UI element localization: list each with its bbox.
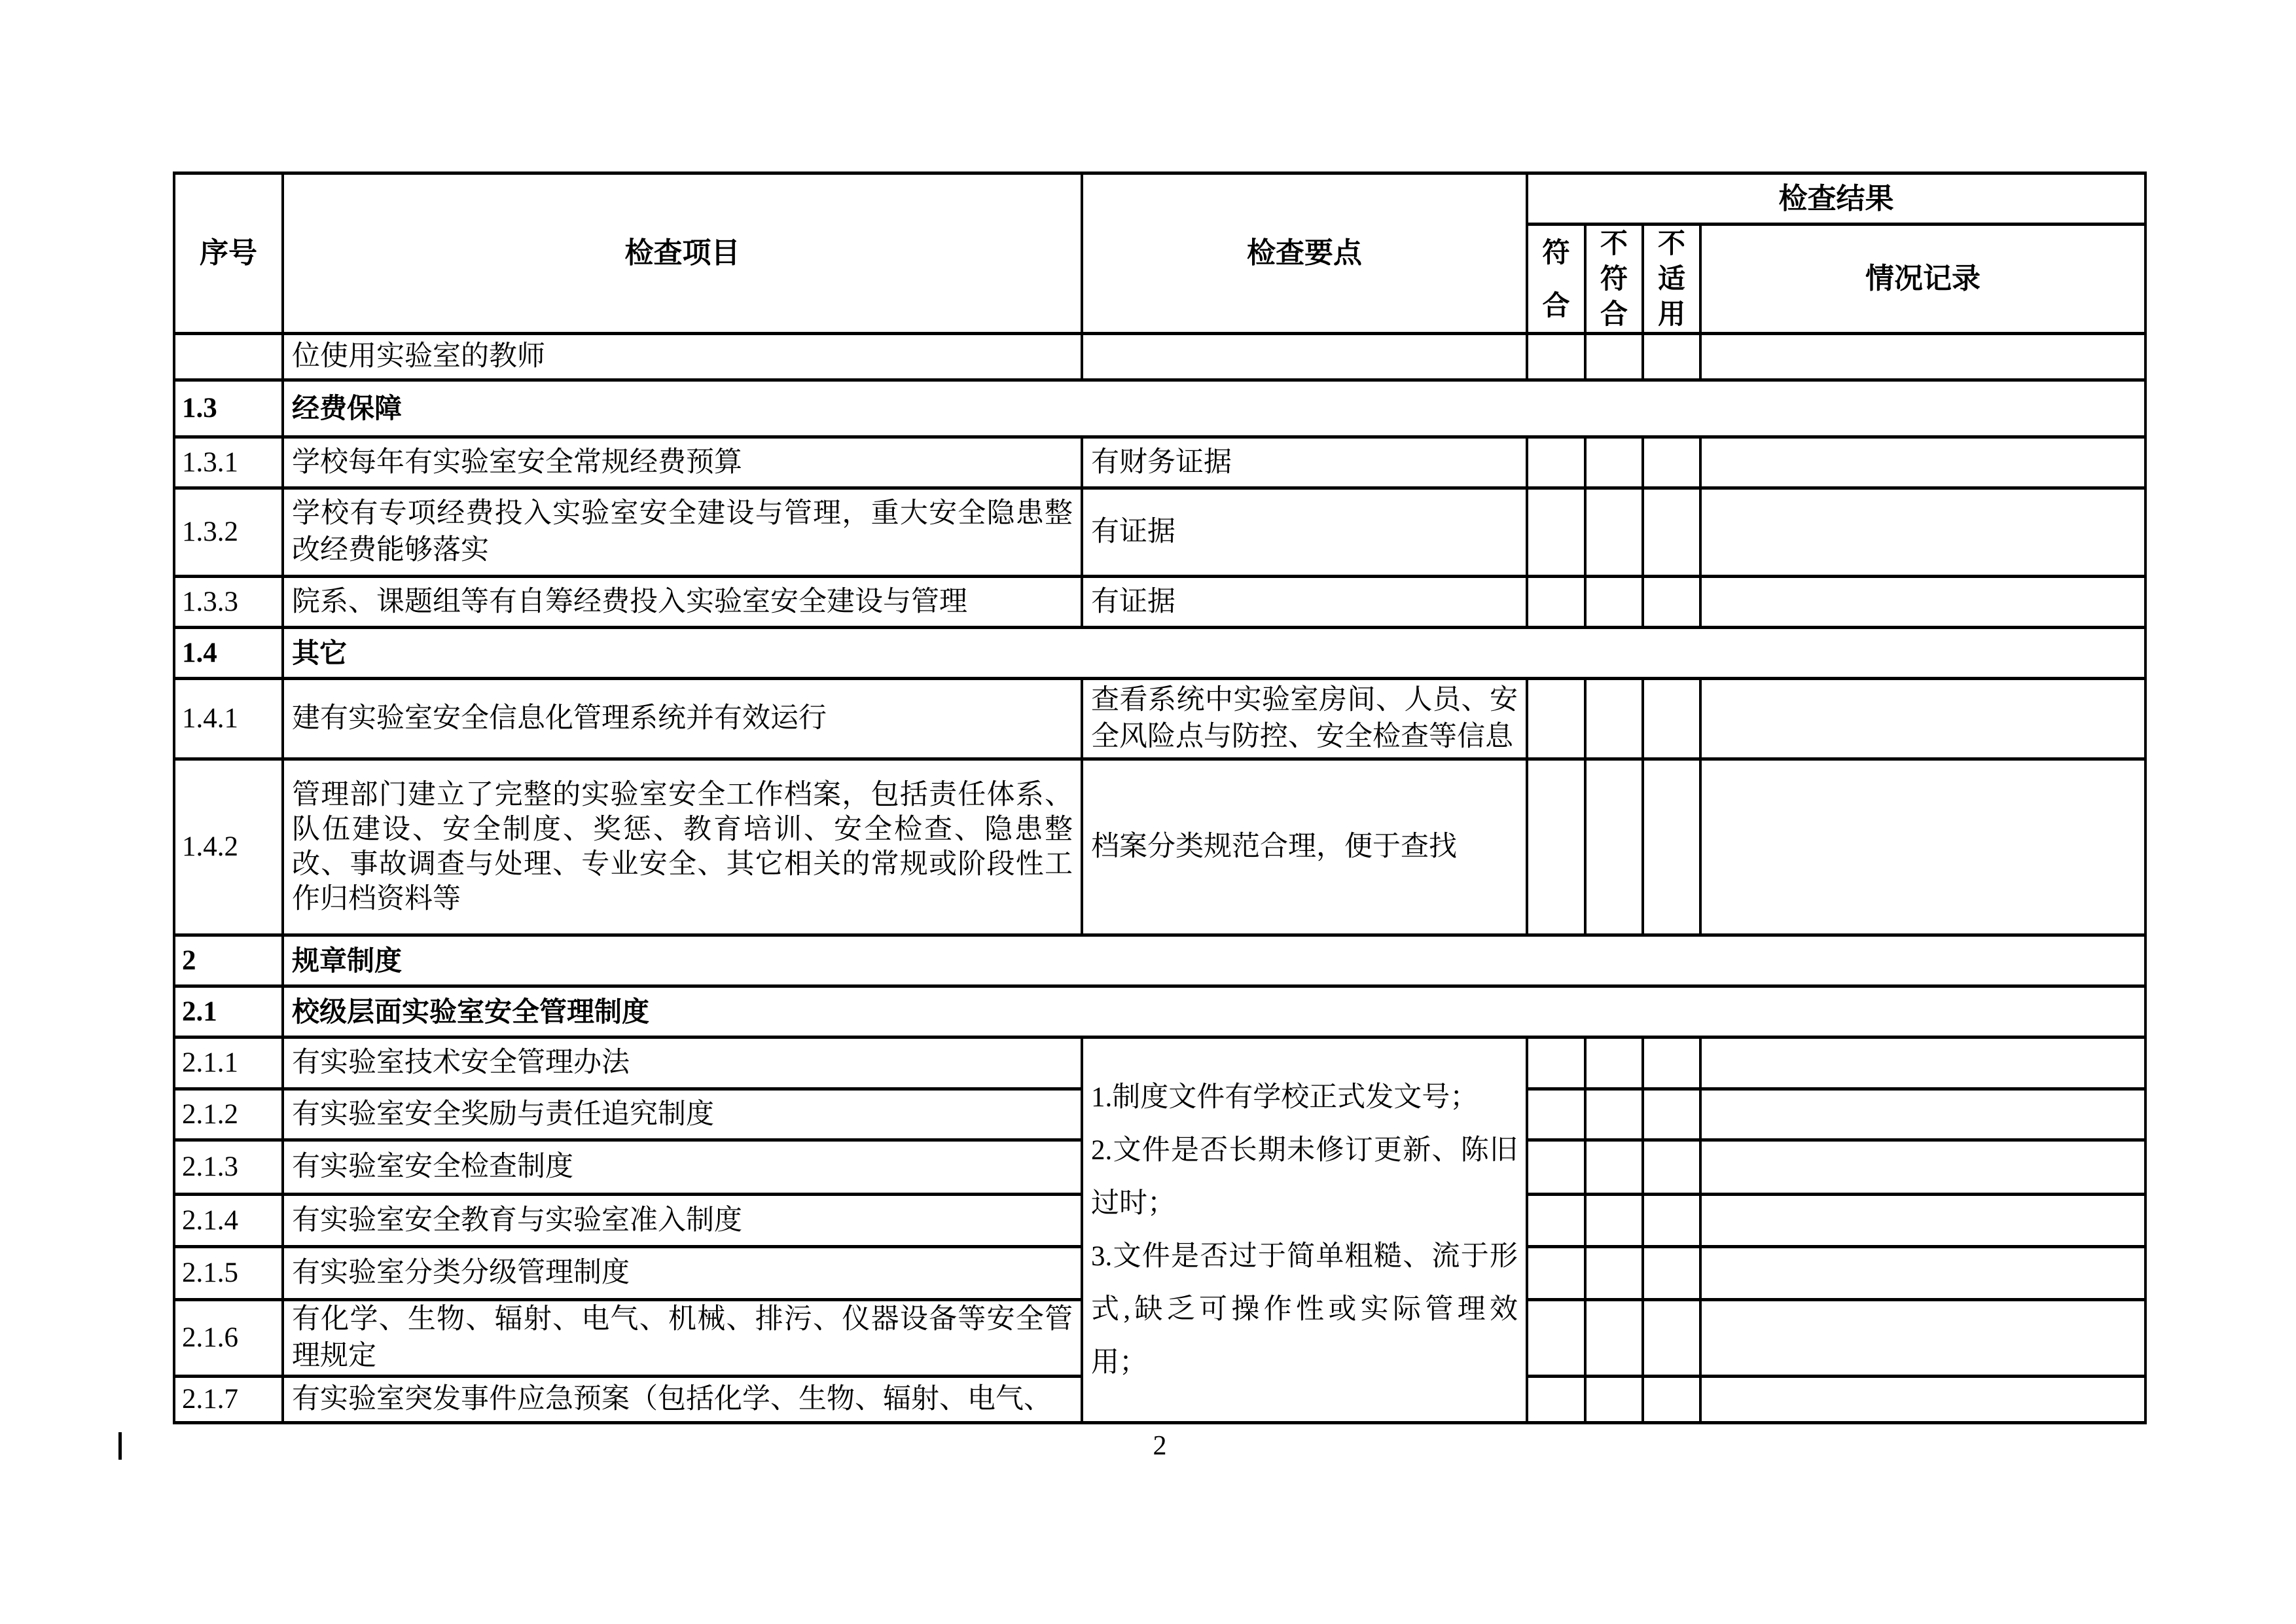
- shared-point-line-1: 1.制度文件有学校正式发文号；: [1091, 1082, 1479, 1113]
- shared-point-cell: [1082, 1038, 1527, 1423]
- table-row-1-4-2: [174, 759, 2145, 935]
- cell-item: 位使用实验室的教师: [283, 334, 1082, 380]
- cell-no: 2: [174, 935, 283, 986]
- section-row-2: [174, 935, 2145, 986]
- cell-no: 2.1.5: [174, 1247, 283, 1300]
- result-cell-na: [1643, 334, 1700, 380]
- result-cell-na: [1643, 1300, 1700, 1377]
- cell-no: 1.4.1: [174, 679, 283, 759]
- result-cell-pass: [1527, 1300, 1585, 1377]
- cell-record: [1700, 488, 2145, 577]
- cell-record: [1700, 1195, 2145, 1247]
- cell-item: 院系、课题组等有自筹经费投入实验室安全建设与管理: [283, 577, 1082, 628]
- result-cell-fail: [1585, 437, 1643, 488]
- cell-point: 有证据: [1082, 577, 1527, 628]
- result-cell-fail: [1585, 679, 1643, 759]
- section-title: 规章制度: [283, 935, 2145, 986]
- pass-label: 符合: [1542, 237, 1570, 321]
- cell-item: 建有实验室安全信息化管理系统并有效运行: [283, 679, 1082, 759]
- result-cell-na: [1643, 1140, 1700, 1195]
- fail-label: 不符合: [1600, 228, 1628, 329]
- section-row-1-3: [174, 380, 2145, 437]
- result-cell-fail: [1585, 488, 1643, 577]
- section-title: 其它: [283, 628, 2145, 679]
- cell-no: 2.1.7: [174, 1377, 283, 1423]
- result-cell-na: [1643, 1038, 1700, 1089]
- page-number: 2: [1153, 1431, 1167, 1461]
- cell-item: 学校有专项经费投入实验室安全建设与管理，重大安全隐患整改经费能够落实: [283, 488, 1082, 577]
- result-cell-fail: [1585, 759, 1643, 935]
- cell-item: 有化学、生物、辐射、电气、机械、排污、仪器设备等安全管理规定: [283, 1300, 1082, 1377]
- cell-record: [1700, 1377, 2145, 1423]
- section-title: 经费保障: [283, 380, 2145, 437]
- cell-item: 有实验室技术安全管理办法: [283, 1038, 1082, 1089]
- cell-point: 有证据: [1082, 488, 1527, 577]
- cell-record: [1700, 577, 2145, 628]
- table-row-1-3-1: [174, 437, 2145, 488]
- section-row-1-4: [174, 628, 2145, 679]
- cell-no: 1.3.2: [174, 488, 283, 577]
- result-cell-na: [1643, 1089, 1700, 1140]
- result-cell-pass: [1527, 1038, 1585, 1089]
- cell-point: 档案分类规范合理，便于查找: [1082, 759, 1527, 935]
- cell-item: 有实验室安全教育与实验室准入制度: [283, 1195, 1082, 1247]
- result-cell-fail: [1585, 334, 1643, 380]
- result-cell-fail: [1585, 1140, 1643, 1195]
- cell-no: 1.3.3: [174, 577, 283, 628]
- result-cell-pass: [1527, 488, 1585, 577]
- column-header-fail: [1585, 225, 1643, 334]
- cell-record: [1700, 1247, 2145, 1300]
- result-cell-na: [1643, 488, 1700, 577]
- cell-item: 学校每年有实验室安全常规经费预算: [283, 437, 1082, 488]
- shared-point-line-2: 2.文件是否长期未修订更新、陈旧过时；: [1091, 1135, 1518, 1219]
- cell-record: [1700, 1089, 2145, 1140]
- header-row-top: [174, 173, 2145, 225]
- cell-no: 1.4.2: [174, 759, 283, 935]
- cell-record: [1700, 1300, 2145, 1377]
- result-cell-na: [1643, 1195, 1700, 1247]
- result-cell-fail: [1585, 1038, 1643, 1089]
- result-cell-na: [1643, 437, 1700, 488]
- cell-no: 2.1.2: [174, 1089, 283, 1140]
- cell-record: [1700, 679, 2145, 759]
- result-cell-pass: [1527, 1089, 1585, 1140]
- column-header-result: 检查结果: [1527, 173, 2145, 225]
- cell-item: 有实验室安全奖励与责任追究制度: [283, 1089, 1082, 1140]
- cell-item: 有实验室分类分级管理制度: [283, 1247, 1082, 1300]
- result-cell-fail: [1585, 1195, 1643, 1247]
- cell-point: 有财务证据: [1082, 437, 1527, 488]
- result-cell-pass: [1527, 437, 1585, 488]
- table-row-1-3-3: [174, 577, 2145, 628]
- result-cell-na: [1643, 577, 1700, 628]
- cell-no: 2.1.6: [174, 1300, 283, 1377]
- table-row-1-3-2: [174, 488, 2145, 577]
- section-row-2-1: [174, 986, 2145, 1038]
- cell-no: 1.3.1: [174, 437, 283, 488]
- result-cell-na: [1643, 679, 1700, 759]
- cell-no: 1.3: [174, 380, 283, 437]
- cell-record: [1700, 334, 2145, 380]
- column-header-item: 检查项目: [283, 173, 1082, 334]
- result-cell-pass: [1527, 1195, 1585, 1247]
- cell-record: [1700, 759, 2145, 935]
- table-row-1-4-1: [174, 679, 2145, 759]
- column-header-record: 情况记录: [1700, 225, 2145, 334]
- na-label: 不适用: [1657, 228, 1685, 329]
- result-cell-fail: [1585, 1089, 1643, 1140]
- result-cell-pass: [1527, 1247, 1585, 1300]
- result-cell-fail: [1585, 1377, 1643, 1423]
- result-cell-na: [1643, 1377, 1700, 1423]
- cell-record: [1700, 1038, 2145, 1089]
- result-cell-pass: [1527, 679, 1585, 759]
- shared-point-line-3: 3.文件是否过于简单粗糙、流于形式,缺乏可操作性或实际管理效用；: [1091, 1241, 1518, 1378]
- cell-item: 有实验室安全检查制度: [283, 1140, 1082, 1195]
- result-cell-fail: [1585, 1247, 1643, 1300]
- result-cell-na: [1643, 1247, 1700, 1300]
- cell-no: 2.1.4: [174, 1195, 283, 1247]
- cell-point: [1082, 334, 1527, 380]
- table-row-2-1-1: [174, 1038, 2145, 1089]
- result-cell-pass: [1527, 1140, 1585, 1195]
- column-header-pass: [1527, 225, 1585, 334]
- column-header-na: [1643, 225, 1700, 334]
- result-cell-pass: [1527, 759, 1585, 935]
- result-cell-pass: [1527, 577, 1585, 628]
- cell-item: 管理部门建立了完整的实验室安全工作档案，包括责任体系、队伍建设、安全制度、奖惩、教育培训、安全检查、隐患整改、事故调查与处理、专业安全、其它相关的常规或阶段性工作归档资料等: [283, 759, 1082, 935]
- result-cell-fail: [1585, 1300, 1643, 1377]
- cell-no: [174, 334, 283, 380]
- cell-record: [1700, 437, 2145, 488]
- cell-point: 查看系统中实验室房间、人员、安全风险点与防控、安全检查等信息: [1082, 679, 1527, 759]
- revision-change-bar: [118, 1432, 122, 1460]
- result-cell-na: [1643, 759, 1700, 935]
- column-header-point: 检查要点: [1082, 173, 1527, 334]
- cell-item: 有实验室突发事件应急预案（包括化学、生物、辐射、电气、: [283, 1377, 1082, 1423]
- inspection-checklist-table: [173, 171, 2147, 1424]
- cell-no: 2.1: [174, 986, 283, 1038]
- cell-no: 2.1.3: [174, 1140, 283, 1195]
- result-cell-pass: [1527, 334, 1585, 380]
- result-cell-fail: [1585, 577, 1643, 628]
- cell-record: [1700, 1140, 2145, 1195]
- cell-no: 2.1.1: [174, 1038, 283, 1089]
- cell-no: 1.4: [174, 628, 283, 679]
- result-cell-pass: [1527, 1377, 1585, 1423]
- table-row-continuation: [174, 334, 2145, 380]
- section-title: 校级层面实验室安全管理制度: [283, 986, 2145, 1038]
- column-header-no: 序号: [174, 173, 283, 334]
